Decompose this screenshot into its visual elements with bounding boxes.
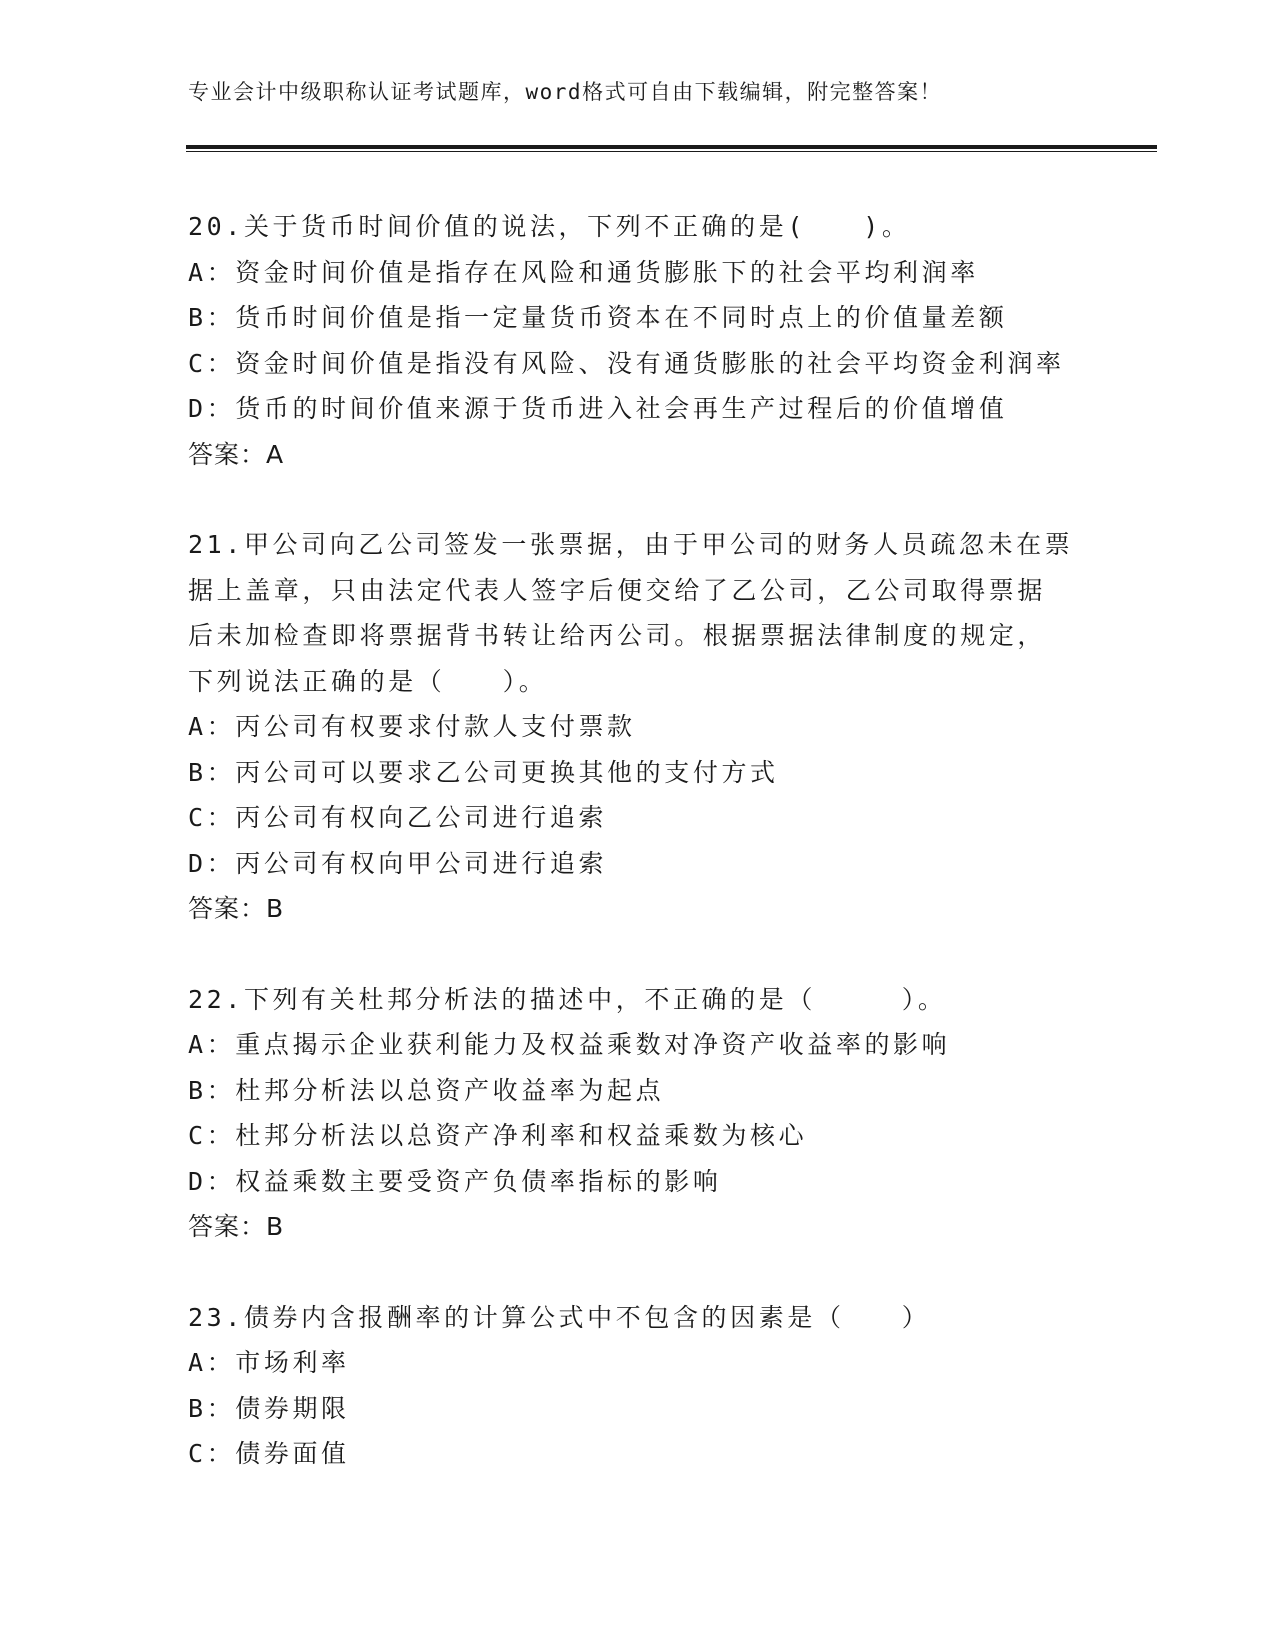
answer-line: 答案：A [188,439,285,469]
stem-line: 22.下列有关杜邦分析法的描述中，不正确的是（ ）。 [188,984,947,1014]
stem-line: 23.债券内含报酬率的计算公式中不包含的因素是（ ） [188,1302,931,1332]
question-stem [188,1295,1088,1341]
page-header: 专业会计中级职称认证考试题库，word格式可自由下载编辑，附完整答案！ [188,80,943,104]
option-c: C：债券面值 [188,1439,350,1468]
question-20 [188,204,1088,477]
option-b: B：丙公司可以要求乙公司更换其他的支付方式 [188,757,779,787]
option-a: A：丙公司有权要求付款人支付票款 [188,712,636,741]
question-22 [188,977,1088,1250]
stem-line: 后未加检查即将票据背书转让给丙公司。根据票据法律制度的规定， [188,621,1047,650]
option-a: A：重点揭示企业获利能力及权益乘数对净资产收益率的影响 [188,1030,951,1059]
header-divider-thick [186,145,1157,149]
header-divider-thin [186,151,1157,152]
question-stem [188,977,1088,1023]
option-d: D：货币的时间价值来源于货币进入社会再生产过程后的价值增值 [188,394,1008,423]
option-d: D：丙公司有权向甲公司进行追索 [188,848,608,878]
option-b: B：货币时间价值是指一定量货币资本在不同时点上的价值量差额 [188,303,1008,332]
option-d: D：权益乘数主要受资产负债率指标的影响 [188,1166,722,1196]
option-b: B：杜邦分析法以总资产收益率为起点 [188,1075,665,1105]
stem-line: 下列说法正确的是（ ）。 [188,666,548,696]
question-23 [188,1295,1088,1477]
option-a: A：资金时间价值是指存在风险和通货膨胀下的社会平均利润率 [188,257,979,287]
option-a: A：市场利率 [188,1348,350,1377]
option-b: B：债券期限 [188,1393,350,1423]
option-c: C：杜邦分析法以总资产净利率和权益乘数为核心 [188,1121,808,1150]
question-stem [188,204,1088,250]
answer-line: 答案：B [188,1212,285,1241]
stem-line: 据上盖章，只由法定代表人签字后便交给了乙公司，乙公司取得票据 [188,575,1047,605]
stem-line: 21.甲公司向乙公司签发一张票据，由于甲公司的财务人员疏忽未在票 [188,530,1074,559]
question-list [188,204,1088,1522]
answer-line: 答案：B [188,894,285,923]
question-21 [188,522,1088,932]
option-c: C：资金时间价值是指没有风险、没有通货膨胀的社会平均资金利润率 [188,348,1065,378]
question-stem [188,522,1088,704]
stem-line: 20.关于货币时间价值的说法，下列不正确的是( )。 [188,212,911,241]
option-c: C：丙公司有权向乙公司进行追索 [188,803,608,832]
